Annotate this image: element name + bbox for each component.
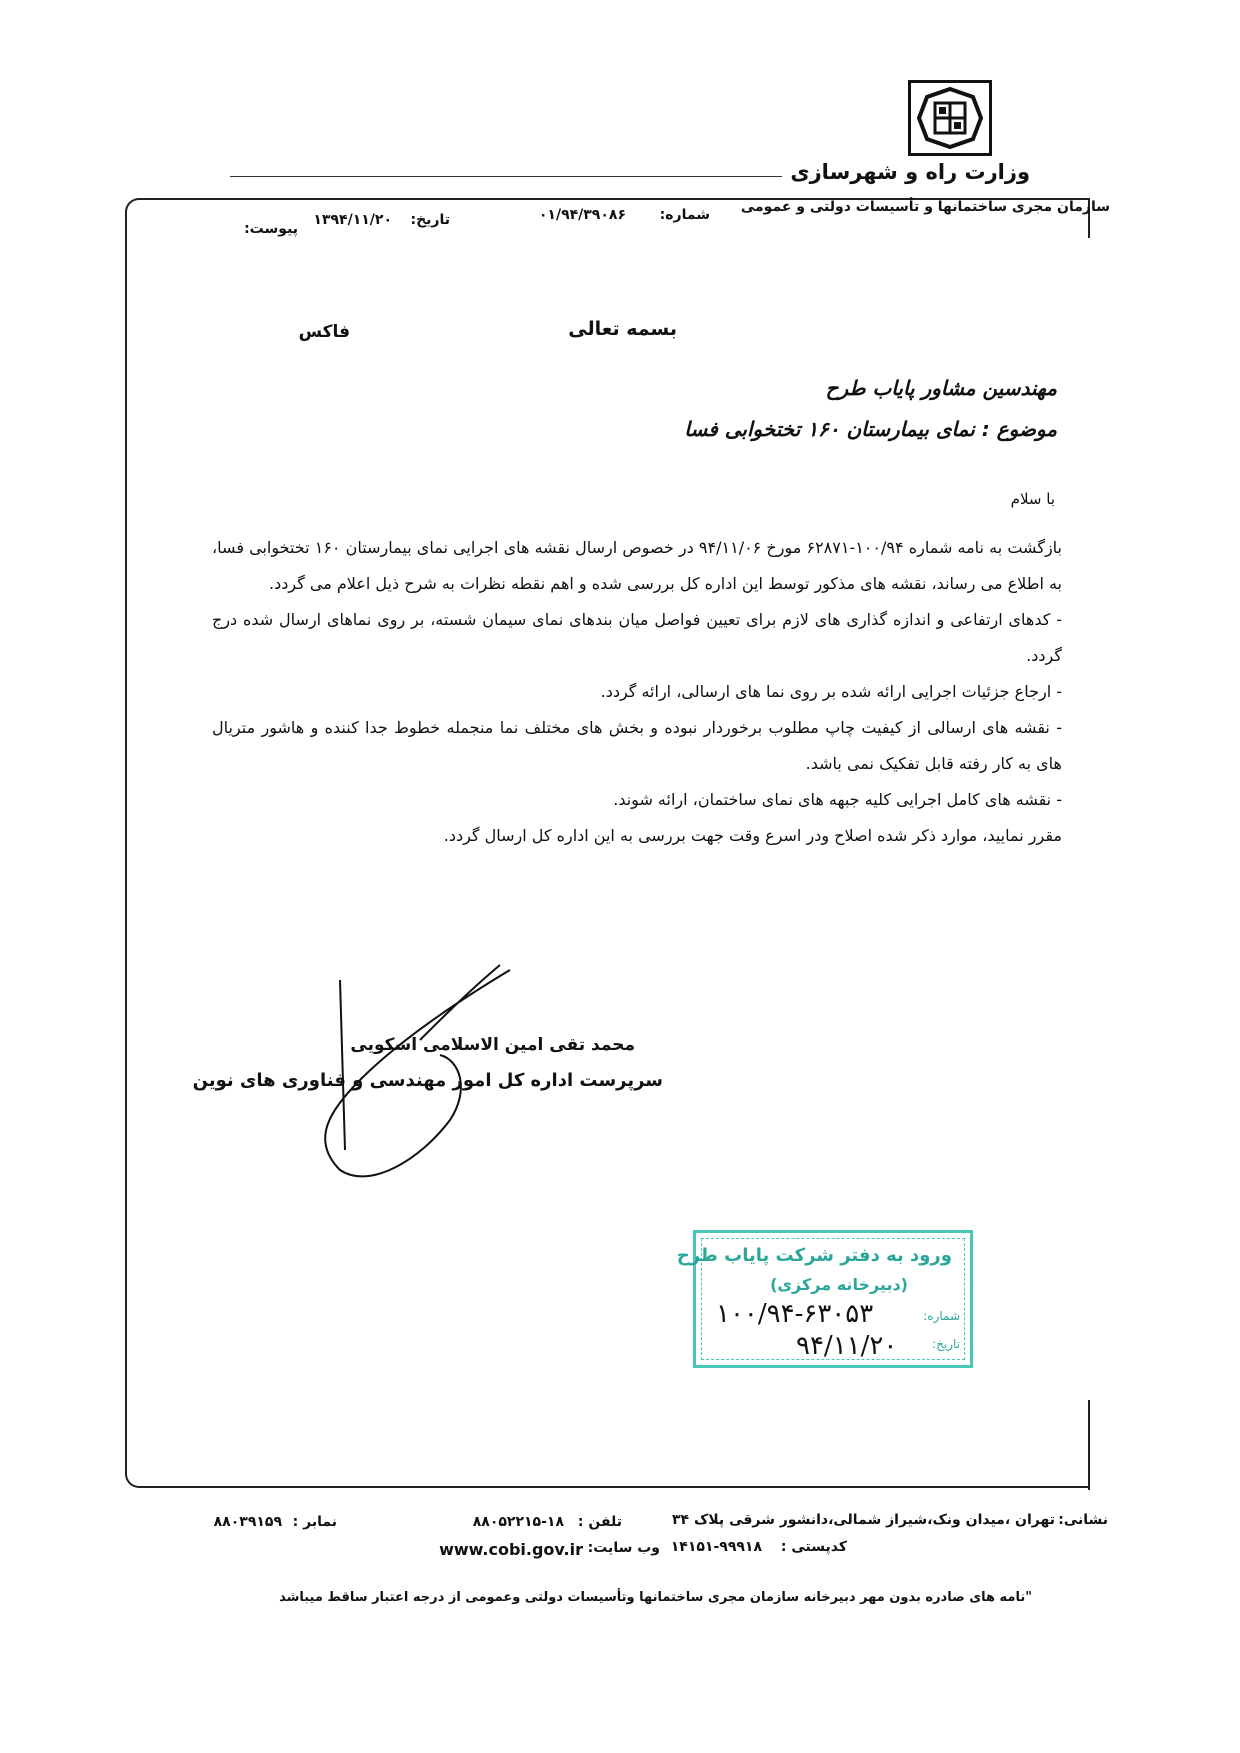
bismillah: بسمه تعالی bbox=[568, 318, 677, 340]
receipt-stamp bbox=[676, 1230, 973, 1368]
address: تهران ،میدان ونک،شیراز شمالی،دانشور شرقی پلاک ۳۴ bbox=[672, 1512, 1055, 1528]
website-link[interactable]: www.cobi.gov.ir bbox=[439, 1540, 583, 1559]
closing-line: مقرر نمایید، موارد ذکر شده اصلاح ودر اسرع وقت جهت بررسی به این اداره کل ارسال گردد. bbox=[443, 826, 1062, 845]
body-paragraph: بازگشت به نامه شماره ۱۰۰/۹۴-۶۲۸۷۱ مورخ ۹۴/۱۱/۰۶ در خصوص ارسال نقشه های اجرایی نمای بیمارستان ۱۶۰ تختخوابی فسا، به اطلاع می رساند، نقشه های مذکور توسط این اداره کل بررسی شده و اهم نقطه نظرات به شرح ذیل اعلام می گردد. bbox=[212, 538, 1062, 593]
fax-number-label: نمابر : bbox=[292, 1514, 337, 1530]
website-label: وب سایت: bbox=[587, 1540, 660, 1556]
stamp-date-handwritten: ۹۴/۱۱/۲۰ bbox=[796, 1331, 898, 1361]
address-label: نشانی: bbox=[1058, 1512, 1108, 1528]
stamp-number-label: شماره: bbox=[923, 1309, 960, 1323]
ministry-name: وزارت راه و شهرسازی bbox=[790, 160, 1030, 184]
body-item: - کدهای ارتفاعی و اندازه گذاری های لازم برای تعیین فواصل میان بندهای نمای سیمان شسته، بر روی نماهای ارسال شده درج گردد. bbox=[212, 610, 1062, 665]
postal-code: ۱۴۱۵۱-۹۹۹۱۸ bbox=[670, 1539, 762, 1555]
stamp-number-handwritten: ۱۰۰/۹۴-۶۳۰۵۳ bbox=[716, 1299, 874, 1329]
date-label: تاریخ: bbox=[410, 212, 450, 228]
header-divider bbox=[230, 176, 782, 177]
date-value: ۱۳۹۴/۱۱/۲۰ bbox=[313, 212, 392, 228]
fax-number: ۸۸۰۳۹۱۵۹ bbox=[213, 1514, 282, 1530]
number-value: ۰۱/۹۴/۳۹۰۸۶ bbox=[538, 207, 626, 223]
greeting: با سلام bbox=[1010, 490, 1055, 508]
phone-number: ۸۸۰۵۲۲۱۵-۱۸ bbox=[472, 1514, 564, 1530]
postal-label: کدپستی : bbox=[780, 1539, 847, 1555]
subject: موضوع : نمای بیمارستان ۱۶۰ تختخوابی فسا bbox=[684, 417, 1057, 441]
body-item: - ارجاع جزئیات اجرایی ارائه شده بر روی نما های ارسالی، ارائه گردد. bbox=[600, 682, 1062, 701]
signatory-name: محمد تقی امین الاسلامی اسکویی bbox=[350, 1035, 635, 1055]
frame-edge bbox=[1088, 1400, 1090, 1490]
letter-body bbox=[212, 530, 1062, 854]
stamp-date-label: تاریخ: bbox=[932, 1337, 960, 1351]
stamp-subtitle: (دبیرخانه مرکزی) bbox=[770, 1275, 908, 1294]
stamp-title: ورود به دفتر شرکت پایاب طرح bbox=[676, 1245, 952, 1266]
recipient: مهندسین مشاور پایاب طرح bbox=[825, 376, 1057, 400]
attachment-label: پیوست: bbox=[244, 221, 298, 237]
body-item: - نقشه های کامل اجرایی کلیه جبهه های نمای ساختمان، ارائه شوند. bbox=[613, 790, 1062, 809]
signatory-title: سرپرست اداره کل امور مهندسی و فناوری های نوین bbox=[192, 1070, 663, 1091]
organization-name: سازمان مجری ساختمانها و تأسیسات دولتی و عمومی bbox=[740, 199, 1110, 215]
fax-label: فاکس bbox=[298, 322, 350, 342]
number-label: شماره: bbox=[659, 207, 710, 223]
validity-note: "نامه های صادره بدون مهر دبیرخانه سازمان مجری ساختمانها وتأسیسات دولتی وعمومی از درجه اعتبار ساقط میباشد bbox=[279, 1590, 1032, 1605]
ministry-logo bbox=[908, 80, 992, 156]
body-item: - نقشه های ارسالی از کیفیت چاپ مطلوب برخوردار نبوده و بخش های مختلف نما منجمله خطوط جدا کننده و هاشور متریال های به کار رفته قابل تفکیک نمی باشد. bbox=[212, 718, 1062, 773]
phone-label: تلفن : bbox=[577, 1514, 622, 1530]
